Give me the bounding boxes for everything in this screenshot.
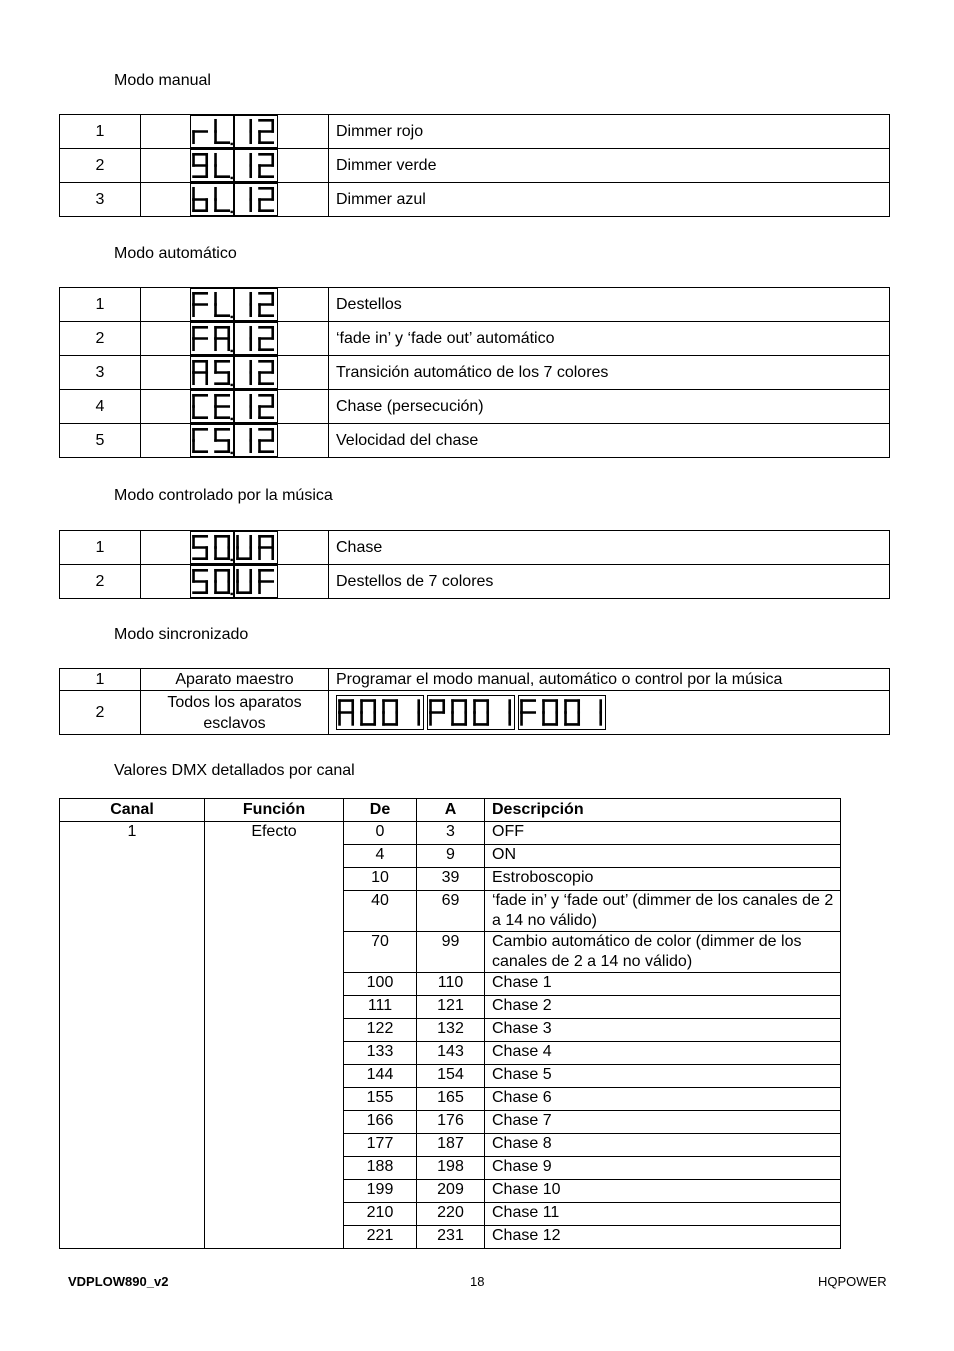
value-from-cell: 40 [344,891,417,932]
display-code-cell [141,531,329,565]
row-number: 2 [60,691,141,735]
auto-row [60,390,890,424]
description-cell: Chase 3 [485,1019,841,1042]
seven-segment-display-icon [190,356,328,389]
seven-segment-display-icon [190,390,328,423]
music-mode-table [59,530,890,599]
sync-mode-table [59,668,890,735]
value-from-cell: 210 [344,1203,417,1226]
seven-segment-display-icon [427,695,515,730]
footer-model: VDPLOW890_v2 [68,1274,169,1289]
seven-segment-display-icon [190,115,328,148]
description-cell: Chase 12 [485,1226,841,1249]
description-cell: Estroboscopio [485,868,841,891]
value-to-cell: 143 [417,1042,485,1065]
row-description: ‘fade in’ y ‘fade out’ automático [329,322,890,356]
row-description: Dimmer verde [329,149,890,183]
display-code-cell [141,288,329,322]
seven-segment-display-icon [518,695,606,730]
seven-segment-display-icon [190,288,328,321]
value-to-cell: 39 [417,868,485,891]
value-to-cell: 121 [417,996,485,1019]
display-code-cell [141,565,329,599]
seven-segment-display-icon [190,424,328,457]
music-mode-heading: Modo controlado por la música [114,487,333,504]
row-number: 2 [60,149,141,183]
value-from-cell: 155 [344,1088,417,1111]
header-canal: Canal [60,799,205,822]
row-number: 1 [60,115,141,149]
description-cell: Chase 10 [485,1180,841,1203]
row-number: 2 [60,565,141,599]
seven-segment-display-icon [190,531,328,564]
footer-brand: HQPOWER [818,1274,887,1289]
header-funcion: Función [205,799,344,822]
row-description: Chase [329,531,890,565]
value-to-cell: 220 [417,1203,485,1226]
music-row [60,565,890,599]
table-row [60,822,841,845]
footer-page-number: 18 [470,1274,485,1289]
description-cell: Chase 4 [485,1042,841,1065]
value-from-cell: 144 [344,1065,417,1088]
row-number: 1 [60,531,141,565]
description-cell: Chase 7 [485,1111,841,1134]
row-number: 1 [60,669,141,691]
value-from-cell: 188 [344,1157,417,1180]
row-number: 3 [60,183,141,217]
auto-row [60,356,890,390]
value-to-cell: 209 [417,1180,485,1203]
display-codes-cell [329,691,890,735]
row-number: 1 [60,288,141,322]
value-from-cell: 133 [344,1042,417,1065]
row-description: Destellos de 7 colores [329,565,890,599]
description-cell: ON [485,845,841,868]
description-cell: Chase 6 [485,1088,841,1111]
description-cell: OFF [485,822,841,845]
manual-row [60,183,890,217]
row-description: Destellos [329,288,890,322]
value-from-cell: 122 [344,1019,417,1042]
display-code-cell [141,149,329,183]
manual-mode-heading: Modo manual [114,72,211,89]
auto-mode-table [59,287,890,458]
auto-row [60,322,890,356]
header-descripcion: Descripción [485,799,841,822]
device-label: Todos los aparatos esclavos [141,691,329,735]
manual-row [60,115,890,149]
value-from-cell: 177 [344,1134,417,1157]
seven-segment-display-icon [336,695,424,730]
display-code-cell [141,183,329,217]
seven-segment-display-icon [190,565,328,598]
value-to-cell: 198 [417,1157,485,1180]
description-cell: Chase 2 [485,996,841,1019]
sync-row-master [60,669,890,691]
value-to-cell: 99 [417,932,485,973]
device-label: Aparato maestro [141,669,329,691]
display-code-cell [141,322,329,356]
auto-mode-heading: Modo automático [114,245,237,262]
value-to-cell: 132 [417,1019,485,1042]
description-cell: Chase 8 [485,1134,841,1157]
manual-mode-table [59,114,890,217]
music-row [60,531,890,565]
seven-segment-display-icon [190,322,328,355]
row-number: 3 [60,356,141,390]
value-to-cell: 3 [417,822,485,845]
value-to-cell: 9 [417,845,485,868]
description-cell: Cambio automático de color (dimmer de los canales de 2 a 14 no válido) [485,932,841,973]
auto-row [60,288,890,322]
value-from-cell: 0 [344,822,417,845]
value-to-cell: 154 [417,1065,485,1088]
dmx-table [59,798,841,1249]
function-cell: Efecto [205,822,344,1249]
manual-row [60,149,890,183]
value-to-cell: 187 [417,1134,485,1157]
description-cell: Chase 1 [485,973,841,996]
value-from-cell: 10 [344,868,417,891]
row-description: Transición automático de los 7 colores [329,356,890,390]
value-from-cell: 4 [344,845,417,868]
row-description: Velocidad del chase [329,424,890,458]
description-cell: Chase 5 [485,1065,841,1088]
row-number: 5 [60,424,141,458]
auto-row [60,424,890,458]
header-de: De [344,799,417,822]
display-code-cell [141,356,329,390]
description-cell: Chase 11 [485,1203,841,1226]
row-description: Dimmer rojo [329,115,890,149]
value-to-cell: 165 [417,1088,485,1111]
value-to-cell: 231 [417,1226,485,1249]
seven-segment-display-icon [190,149,328,182]
value-from-cell: 111 [344,996,417,1019]
row-description: Chase (persecución) [329,390,890,424]
display-code-cell [141,424,329,458]
description-cell: ‘fade in’ y ‘fade out’ (dimmer de los canales de 2 a 14 no válido) [485,891,841,932]
display-code-cell [141,390,329,424]
channel-cell: 1 [60,822,205,1249]
value-from-cell: 100 [344,973,417,996]
dmx-heading: Valores DMX detallados por canal [114,762,355,779]
value-from-cell: 70 [344,932,417,973]
row-number: 2 [60,322,141,356]
value-to-cell: 110 [417,973,485,996]
sync-mode-heading: Modo sincronizado [114,626,249,643]
value-to-cell: 176 [417,1111,485,1134]
row-description: Programar el modo manual, automático o control por la música [329,669,890,691]
value-from-cell: 221 [344,1226,417,1249]
header-a: A [417,799,485,822]
row-description: Dimmer azul [329,183,890,217]
description-cell: Chase 9 [485,1157,841,1180]
row-number: 4 [60,390,141,424]
value-from-cell: 166 [344,1111,417,1134]
sync-row-slaves [60,691,890,735]
display-code-cell [141,115,329,149]
seven-segment-display-icon [190,183,328,216]
value-from-cell: 199 [344,1180,417,1203]
value-to-cell: 69 [417,891,485,932]
